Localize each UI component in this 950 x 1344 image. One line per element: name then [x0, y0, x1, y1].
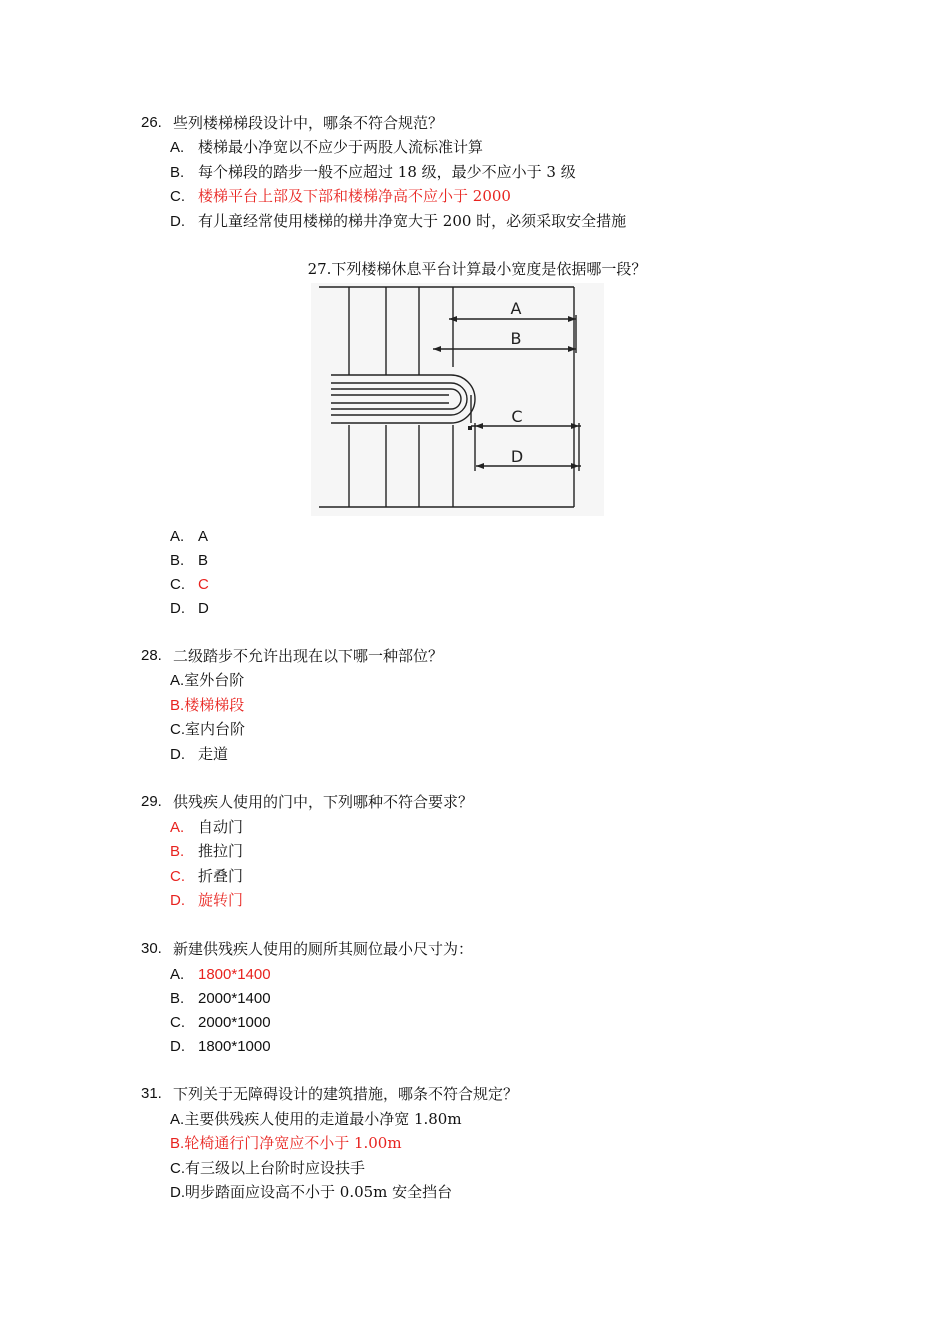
- question-text: 下列关于无障碍设计的建筑措施，哪条不符合规定？: [173, 1085, 519, 1103]
- option-28-c: C.室内台阶: [170, 720, 246, 738]
- question-number: 28.: [141, 647, 162, 664]
- stair-landing-figure: [311, 283, 604, 516]
- option-28-a: A.室外台阶: [170, 671, 245, 689]
- option-30-b: B. 2000*1400: [170, 990, 271, 1007]
- option-29-c: C. 折叠门: [170, 867, 244, 885]
- question-number: 30.: [141, 940, 162, 957]
- dimension-label-b: B: [510, 329, 522, 348]
- option-30-a: A. 1800*1400: [170, 966, 271, 983]
- option-30-c: C. 2000*1000: [170, 1014, 271, 1031]
- option-27-b: B. B: [170, 552, 209, 569]
- dimension-label-d: D: [510, 447, 524, 466]
- stair-diagram: [311, 283, 604, 516]
- option-31-b: B.轮椅通行门净宽应不小于 1.00m: [170, 1134, 402, 1152]
- option-26-d: D. 有儿童经常使用楼梯的梯井净宽大于 200 时，必须采取安全措施: [170, 212, 627, 230]
- question-number: 26.: [141, 114, 162, 131]
- question-text: 新建供残疾人使用的厕所其厕位最小尺寸为：: [173, 940, 474, 958]
- question-27-text: 27.下列楼梯休息平台计算最小宽度是依据哪一段？: [307, 260, 647, 278]
- dimension-label-c: C: [511, 407, 523, 426]
- answer-text: 楼梯平台上部及下部和楼梯净高不应小于 2000: [198, 187, 511, 205]
- option-27-a: A. A: [170, 528, 209, 545]
- option-26-a: A. 楼梯最小净宽以不应少于两股人流标准计算: [170, 138, 484, 156]
- option-31-d: D.明步踏面应设高不小于 0.05m 安全挡台: [170, 1183, 453, 1201]
- question-text: 些列楼梯梯段设计中，哪条不符合规范？: [173, 114, 444, 132]
- answer-text: 旋转门: [198, 891, 244, 909]
- option-26-b: B. 每个梯段的踏步一般不应超过 18 级，最少不应小于 3 级: [170, 163, 576, 181]
- answer-text: C: [198, 576, 209, 593]
- option-28-d: D. 走道: [170, 745, 229, 763]
- answer-text: 轮椅通行门净宽应不小于 1.00m: [184, 1134, 402, 1152]
- option-29-d: D. 旋转门: [170, 891, 244, 909]
- option-30-d: D. 1800*1000: [170, 1038, 271, 1055]
- dimension-label-a: A: [510, 299, 522, 318]
- question-number: 31.: [141, 1085, 162, 1102]
- answer-text: 楼梯梯段: [184, 696, 245, 714]
- option-28-b: B.楼梯梯段: [170, 696, 245, 714]
- option-27-c: C. C: [170, 576, 209, 593]
- question-text: 供残疾人使用的门中，下列哪种不符合要求？: [173, 793, 474, 811]
- question-number: 29.: [141, 793, 162, 810]
- answer-text: 1800*1400: [198, 966, 271, 983]
- option-31-a: A.主要供残疾人使用的走道最小净宽 1.80m: [170, 1110, 462, 1128]
- option-26-c: C. 楼梯平台上部及下部和楼梯净高不应小于 2000: [170, 187, 511, 205]
- question-text: 二级踏步不允许出现在以下哪一种部位？: [173, 647, 444, 665]
- option-29-b: B. 推拉门: [170, 842, 244, 860]
- option-27-d: D. D: [170, 600, 209, 617]
- option-29-a: A. 自动门: [170, 818, 244, 836]
- option-31-c: C.有三级以上台阶时应设扶手: [170, 1159, 366, 1177]
